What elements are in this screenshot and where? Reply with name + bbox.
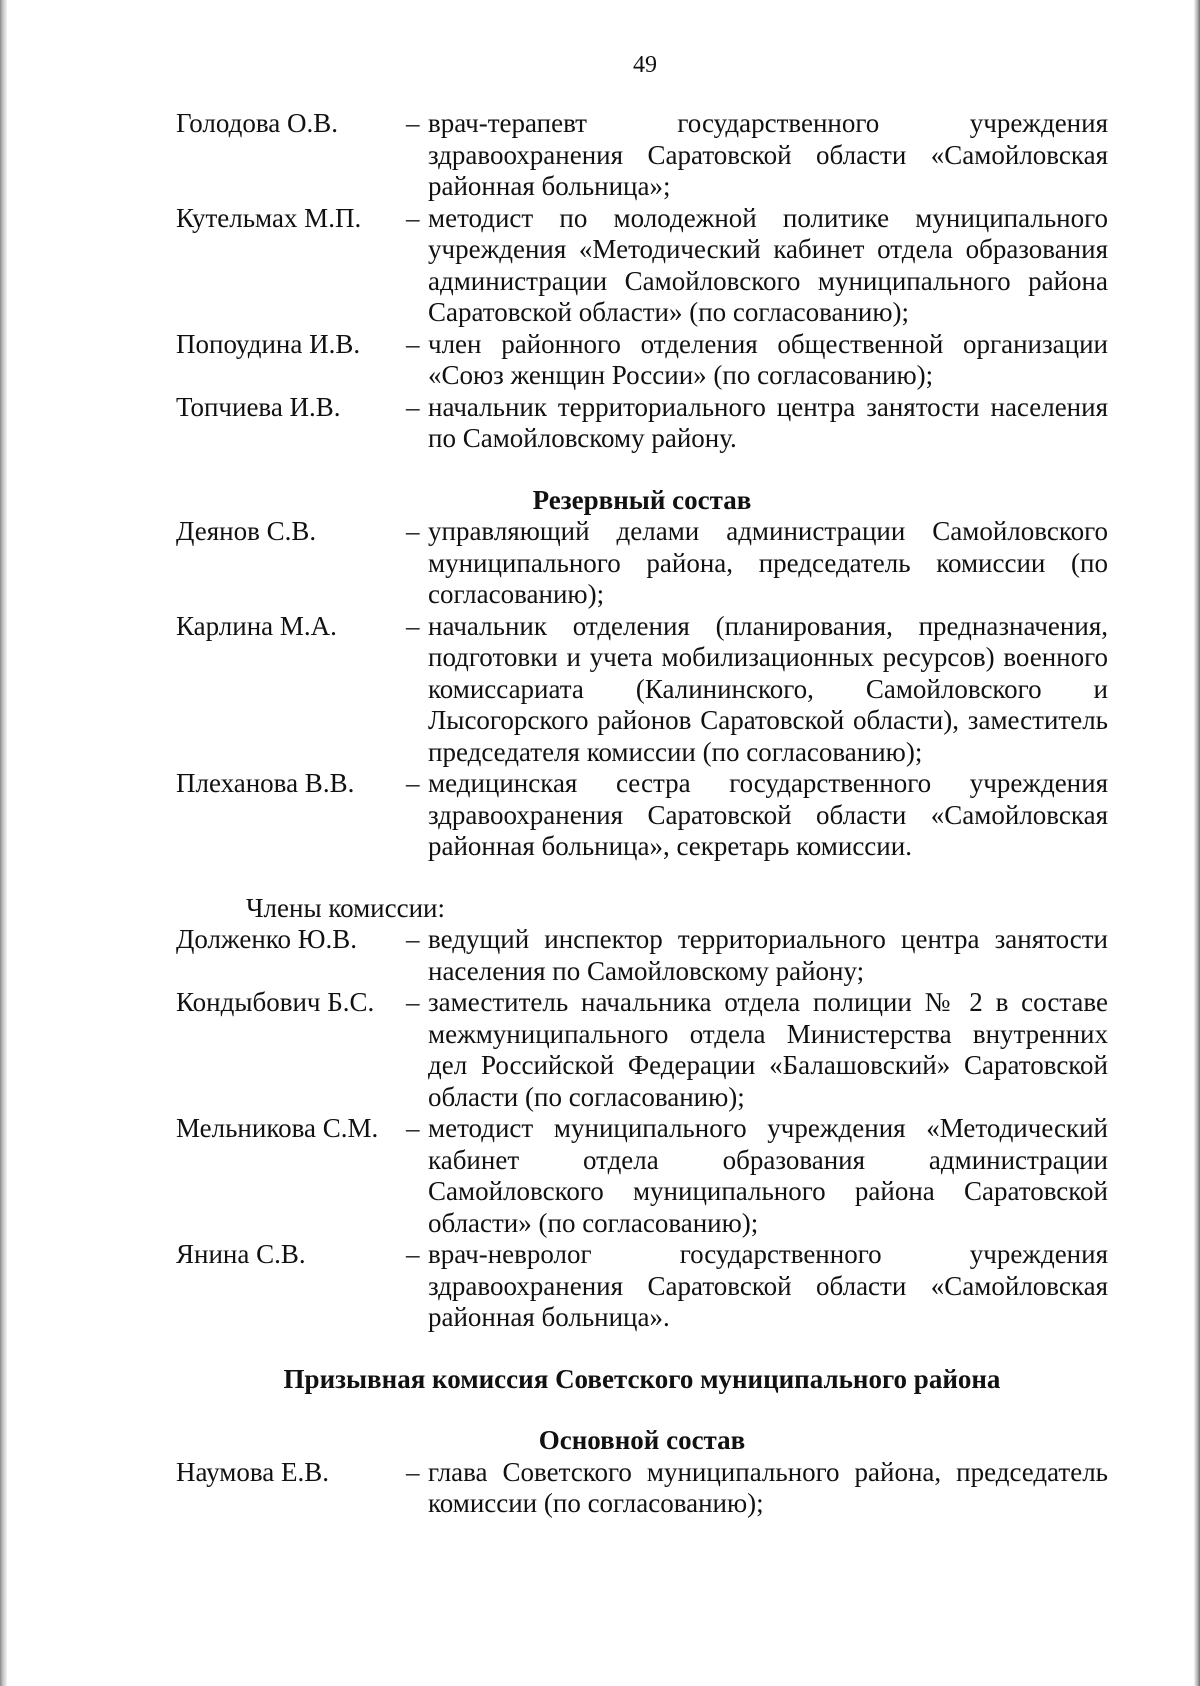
- entry-dash: –: [406, 1239, 420, 1269]
- entry-dash: –: [406, 768, 420, 798]
- entry-description: управляющий делами администрации Самойловского муниципального района, председатель комиссии (по согласованию);: [428, 516, 1108, 609]
- reserve-heading: Резервный состав: [532, 484, 752, 515]
- entry-name: Янина С.В.: [176, 1239, 306, 1269]
- commission-heading: Призывная комиссия Советского муниципального района: [283, 1363, 1001, 1394]
- entry-description: врач-терапевт государственного учреждения здравоохранения Саратовской области «Самойловская районная больница»;: [428, 108, 1108, 201]
- entry-name: Деянов С.В.: [176, 516, 317, 546]
- entry-dash: –: [406, 391, 420, 422]
- document-body: [176, 108, 1108, 1520]
- entry-name: Мельникова С.М.: [176, 1113, 379, 1143]
- entry-name: Попоудина И.В.: [176, 328, 361, 359]
- entry-row: [176, 924, 1108, 987]
- scan-edge-right: [1194, 0, 1200, 1686]
- entry-row: [176, 611, 1108, 769]
- entry-dash: –: [406, 1456, 420, 1487]
- page-number: 49: [633, 52, 657, 78]
- entry-name: Карлина М.А.: [176, 610, 337, 641]
- entry-name: Плеханова В.В.: [176, 768, 355, 798]
- entry-row: [176, 329, 1108, 392]
- entry-row: [176, 1457, 1108, 1520]
- entry-list-sovetsky: [176, 1457, 1108, 1520]
- entry-row: [176, 392, 1108, 455]
- entry-dash: –: [406, 108, 420, 138]
- entry-row: [176, 768, 1108, 863]
- entry-name: Топчиева И.В.: [176, 391, 341, 422]
- entry-row: [176, 203, 1108, 329]
- entry-row: [176, 1113, 1108, 1239]
- entry-dash: –: [406, 328, 420, 359]
- entry-description: член районного отделения общественной организации «Союз женщин России» (по согласованию);: [428, 328, 1108, 390]
- entry-description: ведущий инспектор территориального центра занятости населения по Самойловскому району;: [428, 924, 1108, 986]
- entry-list-commission-members: [176, 924, 1108, 1334]
- entry-dash: –: [406, 610, 420, 641]
- members-label: Члены комиссии:: [246, 892, 445, 923]
- entry-description: начальник отделения (планирования, предназначения, подготовки и учета мобилизационных ресурсов) военного комиссариата (Калининского, Самойловского и Лысогорского районов Саратовской области), заместитель председателя комиссии (по согласованию);: [428, 610, 1108, 767]
- entry-dash: –: [406, 987, 420, 1017]
- entry-dash: –: [406, 202, 420, 233]
- entry-name: Голодова О.В.: [176, 108, 338, 138]
- entry-list-reserve: [176, 516, 1108, 863]
- entry-description: врач-невролог государственного учреждения здравоохранения Саратовской области «Самойловская районная больница».: [428, 1239, 1108, 1332]
- entry-list-main-members: [176, 108, 1108, 455]
- entry-description: начальник территориального центра занятости населения по Самойловскому району.: [428, 391, 1108, 453]
- entry-row: [176, 108, 1108, 203]
- entry-description: методист муниципального учреждения «Методический кабинет отдела образования администрации Самойловского муниципального района Саратовской области» (по согласованию);: [428, 1113, 1108, 1238]
- entry-description: методист по молодежной политике муниципального учреждения «Методический кабинет отдела образования администрации Самойловского муниципального района Саратовской области» (по согласованию);: [428, 202, 1108, 327]
- entry-name: Наумова Е.В.: [176, 1456, 329, 1487]
- main-composition-heading: Основной состав: [538, 1425, 746, 1455]
- entry-dash: –: [406, 924, 420, 954]
- entry-row: [176, 987, 1108, 1113]
- entry-name: Долженко Ю.В.: [176, 924, 358, 954]
- entry-description: глава Советского муниципального района, председатель комиссии (по согласованию);: [428, 1456, 1108, 1518]
- entry-name: Кутельмах М.П.: [176, 202, 362, 233]
- entry-description: медицинская сестра государственного учреждения здравоохранения Саратовской области «Самойловская районная больница», секретарь комиссии.: [428, 768, 1108, 861]
- entry-dash: –: [406, 516, 420, 546]
- entry-row: [176, 1239, 1108, 1334]
- entry-dash: –: [406, 1113, 420, 1143]
- entry-row: [176, 516, 1108, 611]
- entry-description: заместитель начальника отдела полиции № 2 в составе межмуниципального отдела Министерства внутренних дел Российской Федерации «Балашовский» Саратовской области (по согласованию);: [428, 987, 1108, 1112]
- scan-edge-left: [0, 0, 7, 1686]
- entry-name: Кондыбович Б.С.: [176, 987, 375, 1017]
